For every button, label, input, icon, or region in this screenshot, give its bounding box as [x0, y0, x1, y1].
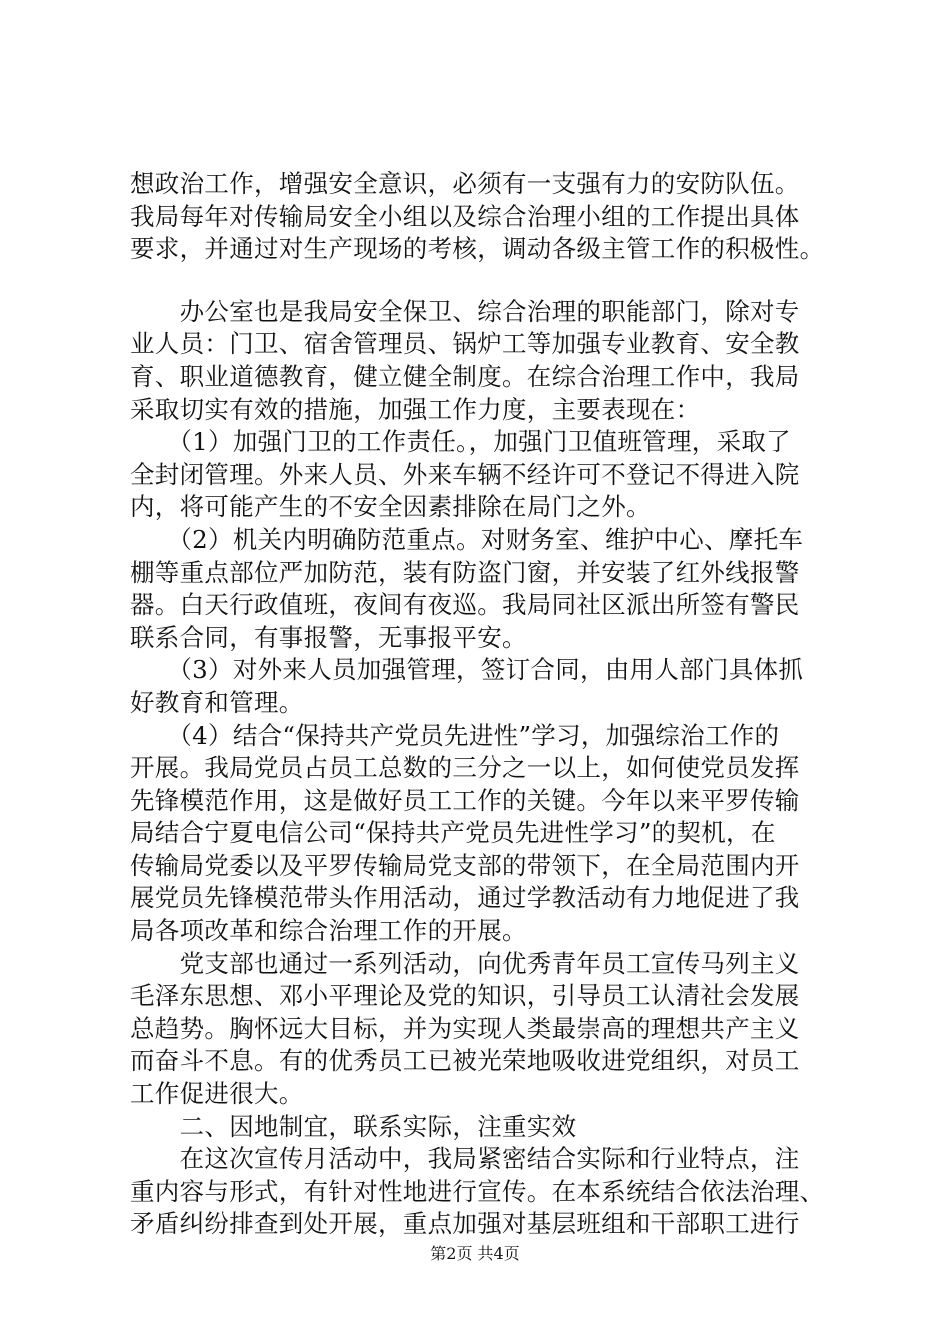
text-line: 在这次宣传月活动中，我局紧密结合实际和行业特点，注 [130, 1144, 800, 1174]
text-line: 内，将可能产生的不安全因素排除在局门之外。 [130, 492, 651, 522]
page-footer [0, 1244, 950, 1264]
text-line: （4）结合“保持共产党员先进性”学习，加强综治工作的 [130, 720, 780, 750]
text-line: 业人员：门卫、宿舍管理员、锅炉工等加强专业教育、安全教 [130, 329, 800, 359]
text-line: 传输局党委以及平罗传输局党支部的带领下，在全局范围内开 [130, 850, 800, 880]
text-line: （2）机关内明确防范重点。对财务室、维护中心、摩托车 [130, 524, 804, 554]
text-line: 采取切实有效的措施，加强工作力度，主要表现在： [130, 394, 701, 424]
text-line: 棚等重点部位严加防范，装有防盗门窗，并安装了红外线报警 [130, 557, 800, 587]
text-line: 好教育和管理。 [130, 687, 304, 717]
text-line: 二、因地制宜，联系实际，注重实效 [130, 1111, 577, 1141]
text-line: 联系合同，有事报警，无事报平安。 [130, 622, 527, 652]
text-line: 党支部也通过一系列活动，向优秀青年员工宣传马列主义 [130, 948, 800, 978]
text-line: 要求，并通过对生产现场的考核，调动各级主管工作的积极性。 [130, 234, 825, 264]
text-line: 局各项改革和综合治理工作的开展。 [130, 916, 527, 946]
text-line: 器。白天行政值班，夜间有夜巡。我局同社区派出所签有警民 [130, 590, 800, 620]
paragraph-2 [130, 296, 830, 1241]
text-line: 总趋势。胸怀远大目标，并为实现人类最崇高的理想共产主义 [130, 1013, 800, 1043]
text-line: 重内容与形式，有针对性地进行宣传。在本系统结合依法治理、 [130, 1176, 825, 1206]
text-line: 毛泽东思想、邓小平理论及党的知识，引导员工认清社会发展 [130, 981, 800, 1011]
text-line: 开展。我局党员占员工总数的三分之一以上，如何使党员发挥 [130, 753, 800, 783]
text-line: 办公室也是我局安全保卫、综合治理的职能部门，除对专 [130, 296, 800, 326]
text-line: 育、职业道德教育，健立健全制度。在综合治理工作中，我局 [130, 361, 800, 391]
document-body [130, 168, 830, 1241]
paragraph-gap [130, 266, 830, 296]
text-line: 全封闭管理。外来人员、外来车辆不经许可不登记不得进入院 [130, 459, 800, 489]
text-line: 而奋斗不息。有的优秀员工已被光荣地吸收进党组织，对员工 [130, 1046, 800, 1076]
text-line: 局结合宁夏电信公司“保持共产党员先进性学习”的契机，在 [130, 818, 776, 848]
text-line: （1）加强门卫的工作责任。，加强门卫值班管理，采取了 [130, 427, 791, 457]
paragraph-1 [130, 168, 830, 266]
text-line: 工作促进很大。 [130, 1079, 304, 1109]
text-line: 想政治工作，增强安全意识，必须有一支强有力的安防队伍。 [130, 169, 800, 198]
text-line: 展党员先锋模范带头作用活动，通过学教活动有力地促进了我 [130, 883, 800, 913]
text-line: 我局每年对传输局安全小组以及综合治理小组的工作提出具体 [130, 201, 800, 231]
text-line: （3）对外来人员加强管理，签订合同，由用人部门具体抓 [130, 655, 804, 685]
page-number: 第2页 共4页 [430, 1244, 520, 1263]
text-line: 矛盾纠纷排查到处开展，重点加强对基层班组和干部职工进行 [130, 1209, 800, 1239]
text-line: 先锋模范作用，这是做好员工工作的关键。今年以来平罗传输 [130, 785, 800, 815]
